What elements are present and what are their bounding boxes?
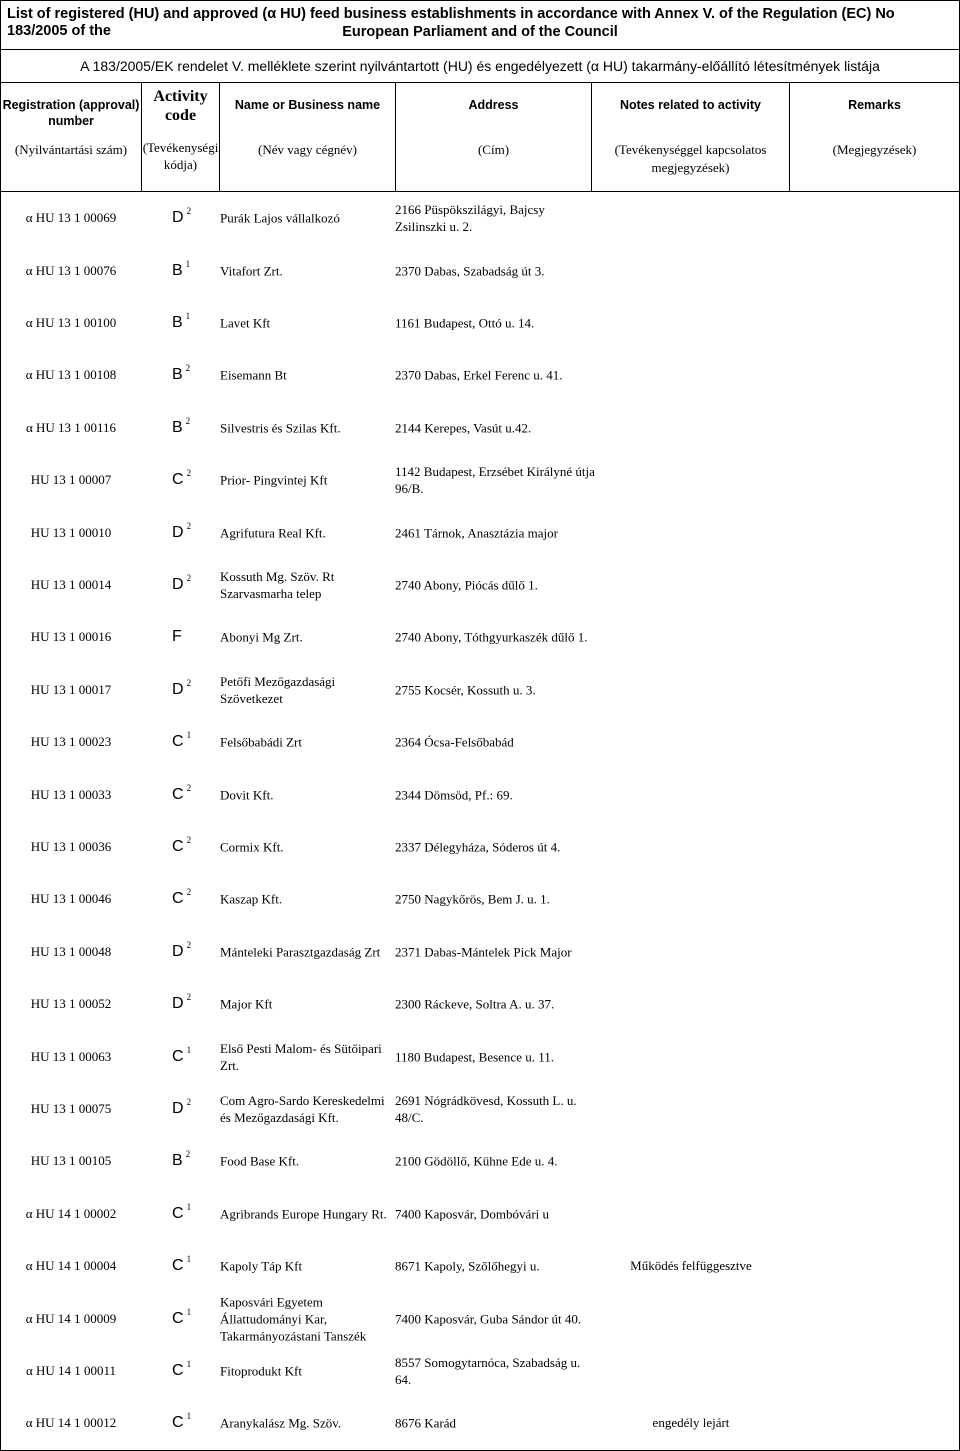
- activity-code: [172, 310, 191, 332]
- business-name: Agrifutura Real Kft.: [220, 525, 326, 541]
- business-name: Dovit Kft.: [220, 787, 274, 803]
- activity-code: [172, 730, 192, 751]
- activity-subcode: 2: [185, 415, 191, 426]
- activity-letter: C: [172, 1414, 184, 1432]
- registration-number: HU 13 1 00014: [30, 576, 112, 592]
- activity-subcode: 1: [185, 258, 191, 269]
- registration-number: α HU 13 1 00076: [25, 262, 117, 278]
- document-title: [1, 1, 959, 50]
- registration-number: HU 13 1 00023: [30, 734, 112, 750]
- activity-code: [172, 1201, 192, 1223]
- activity-code: [172, 1306, 192, 1328]
- registration-number: α HU 13 1 00116: [25, 419, 117, 435]
- header-activity: [142, 83, 219, 191]
- activity-letter: D: [172, 575, 184, 593]
- activity-letter: C: [172, 471, 184, 489]
- table-row: [1, 1345, 959, 1397]
- header-address: [396, 83, 591, 191]
- activity-code: [172, 1044, 192, 1066]
- registration-number: HU 13 1 00017: [30, 681, 112, 697]
- address: 2344 Dömsöd, Pf.: 69.: [395, 787, 513, 803]
- business-name: Mánteleki Parasztgazdaság Zrt: [220, 944, 381, 960]
- header-notes-en: Notes related to activity: [619, 98, 761, 112]
- activity-letter: D: [172, 995, 184, 1013]
- document-subtitle: A 183/2005/EK rendelet V. melléklete szerint nyilvántartott (HU) és engedélyezett (α HU) takarmány-előállító létesítmények listája: [1, 50, 959, 83]
- address: 2750 Nagykőrös, Bem J. u. 1.: [395, 891, 550, 907]
- table-row: [1, 244, 959, 296]
- header-registration-en: Registration (approval) number: [2, 98, 140, 128]
- activity-subcode: 1: [186, 1201, 192, 1212]
- activity-subcode: 2: [186, 1096, 192, 1107]
- address: 2370 Dabas, Erkel Ferenc u. 41.: [395, 367, 563, 383]
- registration-number: α HU 14 1 00011: [25, 1362, 117, 1378]
- activity-code: [172, 628, 185, 646]
- address: 8676 Karád: [395, 1415, 457, 1431]
- business-name: Prior- Pingvintej Kft: [220, 472, 328, 488]
- registration-number: HU 13 1 00075: [30, 1100, 112, 1116]
- business-name: Food Base Kft.: [220, 1153, 300, 1169]
- address: 2370 Dabas, Szabadság út 3.: [395, 263, 545, 279]
- activity-subcode: 2: [186, 887, 192, 898]
- activity-subcode: 2: [185, 1149, 191, 1160]
- address: 2740 Abony, Tóthgyurkaszék dűlő 1.: [395, 629, 588, 645]
- table-row: [1, 297, 959, 349]
- activity-code: [172, 1096, 192, 1118]
- activity-subcode: 2: [186, 572, 192, 583]
- address: 1142 Budapest, Erzsébet Királyné útja 96/B.: [395, 464, 595, 497]
- header-registration: [1, 83, 141, 191]
- table-row: [1, 1188, 959, 1240]
- activity-code: [172, 1149, 191, 1170]
- activity-subcode: 1: [185, 310, 191, 321]
- activity-letter: C: [172, 890, 184, 908]
- activity-subcode: 2: [185, 363, 191, 374]
- table-row: [1, 926, 959, 978]
- business-name: Aranykalász Mg. Szöv.: [220, 1415, 342, 1431]
- business-name: Major Kft: [220, 996, 273, 1012]
- table-row: [1, 349, 959, 401]
- activity-subcode: 2: [186, 468, 192, 479]
- registration-number: HU 13 1 00010: [30, 524, 112, 540]
- header-name-en: Name or Business name: [234, 98, 381, 112]
- activity-letter: B: [172, 261, 183, 279]
- table-row: [1, 1135, 959, 1187]
- activity-code: [172, 939, 192, 961]
- table-row: [1, 978, 959, 1030]
- activity-code: [172, 258, 191, 280]
- business-name: Kaposvári Egyetem Állattudományi Kar, Takarmányozástani Tanszék: [220, 1294, 367, 1344]
- registration-number: HU 13 1 00046: [30, 891, 112, 907]
- activity-letter: D: [172, 209, 184, 227]
- table-row: [1, 1240, 959, 1292]
- activity-subcode: 1: [186, 1044, 192, 1055]
- address: 2371 Dabas-Mántelek Pick Major: [395, 944, 572, 960]
- activity-letter: C: [172, 733, 184, 751]
- header-name-hu: (Név vagy cégnév): [258, 142, 357, 157]
- registration-number: HU 13 1 00063: [30, 1048, 112, 1064]
- table-row: [1, 768, 959, 820]
- header-address-en: Address: [468, 98, 519, 112]
- address: 2461 Tárnok, Anasztázia major: [395, 525, 558, 541]
- header-registration-hu: (Nyilvántartási szám): [14, 142, 128, 157]
- activity-note: engedély lejárt: [652, 1415, 730, 1431]
- header-remarks: [790, 83, 959, 191]
- registration-number: HU 13 1 00048: [30, 943, 112, 959]
- activity-code: [172, 1254, 192, 1275]
- activity-code: [172, 992, 192, 1013]
- table-row: [1, 506, 959, 558]
- address: 2740 Abony, Piócás dűlő 1.: [395, 577, 538, 593]
- activity-letter: B: [172, 1152, 183, 1170]
- activity-letter: C: [172, 1047, 184, 1065]
- registration-number: HU 13 1 00105: [30, 1153, 112, 1169]
- activity-subcode: 2: [186, 206, 192, 217]
- activity-subcode: 1: [186, 1358, 192, 1369]
- business-name: Com Agro-Sardo Kereskedelmi és Mezőgazdasági Kft.: [220, 1092, 385, 1125]
- header-address-hu: (Cím): [477, 142, 510, 157]
- business-name: Kapoly Táp Kft: [220, 1258, 303, 1274]
- activity-code: [172, 782, 192, 804]
- business-name: Kaszap Kft.: [220, 891, 283, 907]
- activity-code: [172, 572, 192, 594]
- address: 7400 Kaposvár, Guba Sándor út 40.: [395, 1311, 582, 1327]
- table-row: [1, 873, 959, 925]
- registration-number: HU 13 1 00007: [30, 472, 112, 488]
- activity-subcode: 2: [186, 520, 192, 531]
- registration-number: α HU 13 1 00100: [25, 314, 117, 330]
- activity-letter: C: [172, 785, 184, 803]
- activity-subcode: 2: [186, 677, 192, 688]
- header-activity-hu: (Tevékenységi kódja): [142, 140, 219, 172]
- activity-subcode: 2: [186, 992, 192, 1003]
- activity-code: [172, 1411, 192, 1432]
- activity-subcode: 1: [186, 1411, 192, 1422]
- activity-code: [172, 1358, 192, 1380]
- activity-subcode: 2: [186, 782, 192, 793]
- address: 2691 Nógrádkövesd, Kossuth L. u. 48/C.: [395, 1092, 577, 1125]
- activity-letter: C: [172, 1204, 184, 1222]
- address: 7400 Kaposvár, Dombóvári u: [395, 1206, 550, 1222]
- registration-number: α HU 14 1 00002: [25, 1205, 117, 1221]
- business-name: Silvestris és Szilas Kft.: [220, 420, 341, 436]
- header-remarks-hu: (Megjegyzések): [832, 142, 917, 157]
- table-row: [1, 716, 959, 768]
- registration-number: α HU 14 1 00009: [25, 1310, 117, 1326]
- activity-letter: C: [172, 1361, 184, 1379]
- business-name: Fitoprodukt Kft: [220, 1363, 302, 1379]
- activity-letter: B: [172, 313, 183, 331]
- activity-letter: D: [172, 942, 184, 960]
- address: 2364 Ócsa-Felsőbabád: [395, 734, 514, 750]
- table-row: [1, 454, 959, 506]
- table-row: [1, 402, 959, 454]
- business-name: Eisemann Bt: [220, 367, 287, 383]
- activity-subcode: 1: [186, 1306, 192, 1317]
- address: 1161 Budapest, Ottó u. 14.: [395, 315, 535, 331]
- table-row: [1, 664, 959, 716]
- activity-subcode: 1: [186, 1254, 192, 1265]
- activity-letter: F: [172, 628, 182, 646]
- address: 8557 Somogytarnóca, Szabadság u. 64.: [395, 1354, 581, 1387]
- activity-code: [172, 677, 192, 699]
- header-remarks-en: Remarks: [848, 98, 901, 112]
- activity-code: [172, 206, 192, 227]
- address: 2166 Püspökszilágyi, Bajcsy Zsilinszki u. 2.: [395, 202, 545, 235]
- address: 1180 Budapest, Besence u. 11.: [395, 1049, 554, 1065]
- activity-code: [172, 363, 191, 384]
- activity-letter: C: [172, 1257, 184, 1275]
- address: 2755 Kocsér, Kossuth u. 3.: [395, 682, 536, 698]
- header-notes: [592, 83, 789, 191]
- header-notes-hu: (Tevékenységgel kapcsolatos megjegyzések): [614, 142, 767, 175]
- business-name: Első Pesti Malom- és Sütőipari Zrt.: [220, 1040, 382, 1073]
- address: 2300 Ráckeve, Soltra A. u. 37.: [395, 996, 555, 1012]
- registration-number: α HU 14 1 00012: [25, 1415, 117, 1431]
- business-name: Cormix Kft.: [220, 839, 284, 855]
- activity-code: [172, 520, 192, 542]
- business-name: Abonyi Mg Zrt.: [220, 629, 303, 645]
- activity-letter: D: [172, 523, 184, 541]
- activity-code: [172, 415, 191, 437]
- business-name: Petőfi Mezőgazdasági Szövetkezet: [220, 673, 336, 706]
- activity-letter: C: [172, 837, 184, 855]
- activity-subcode: 2: [186, 939, 192, 950]
- table-row: [1, 192, 959, 244]
- registration-number: HU 13 1 00052: [30, 996, 112, 1012]
- address: 2100 Gödöllő, Kühne Ede u. 4.: [395, 1153, 558, 1169]
- activity-letter: B: [172, 366, 183, 384]
- registration-number: HU 13 1 00033: [30, 786, 112, 802]
- registration-number: HU 13 1 00016: [30, 629, 112, 645]
- header-divider: [219, 83, 220, 191]
- table-row: [1, 1083, 959, 1135]
- activity-letter: D: [172, 1099, 184, 1117]
- business-name: Kossuth Mg. Szöv. Rt Szarvasmarha telep: [220, 568, 335, 601]
- address: 2144 Kerepes, Vasút u.42.: [395, 420, 532, 436]
- business-name: Vitafort Zrt.: [220, 263, 283, 279]
- header-activity-en: Activity code: [153, 88, 208, 124]
- title-line-2: European Parliament and of the Council: [342, 24, 618, 40]
- business-name: Agribrands Europe Hungary Rt.: [220, 1206, 387, 1222]
- table-row: [1, 559, 959, 611]
- activity-note: Működés felfüggesztve: [630, 1258, 752, 1274]
- table-row: [1, 1292, 959, 1344]
- activity-code: [172, 468, 192, 489]
- business-name: Purák Lajos vállalkozó: [220, 210, 340, 226]
- activity-letter: C: [172, 1309, 184, 1327]
- registration-number: α HU 13 1 00069: [25, 210, 117, 226]
- business-name: Felsőbabádi Zrt: [220, 734, 302, 750]
- business-name: Lavet Kft: [220, 315, 271, 331]
- registration-number: HU 13 1 00036: [30, 838, 112, 854]
- address: 8671 Kapoly, Szőlőhegyi u.: [395, 1258, 540, 1274]
- activity-subcode: 1: [186, 730, 192, 741]
- activity-code: [172, 834, 192, 856]
- address: 2337 Délegyháza, Sóderos út 4.: [395, 839, 561, 855]
- table-row: [1, 1030, 959, 1082]
- header-divider: [395, 83, 396, 191]
- table-row: [1, 611, 959, 663]
- table-row: [1, 821, 959, 873]
- title-line-1: List of registered (HU) and approved (α HU) feed business establishments in accordance with Annex V. of the Regulation (EC) No 183/2005 of the: [7, 6, 895, 39]
- header-divider: [591, 83, 592, 191]
- activity-letter: B: [172, 418, 183, 436]
- header-divider: [141, 83, 142, 191]
- header-name: [220, 83, 395, 191]
- activity-subcode: 2: [186, 834, 192, 845]
- registration-number: α HU 13 1 00108: [25, 367, 117, 383]
- header-divider: [789, 83, 790, 191]
- activity-code: [172, 887, 192, 908]
- registration-number: α HU 14 1 00004: [25, 1258, 117, 1274]
- activity-letter: D: [172, 680, 184, 698]
- table-row: [1, 1397, 959, 1449]
